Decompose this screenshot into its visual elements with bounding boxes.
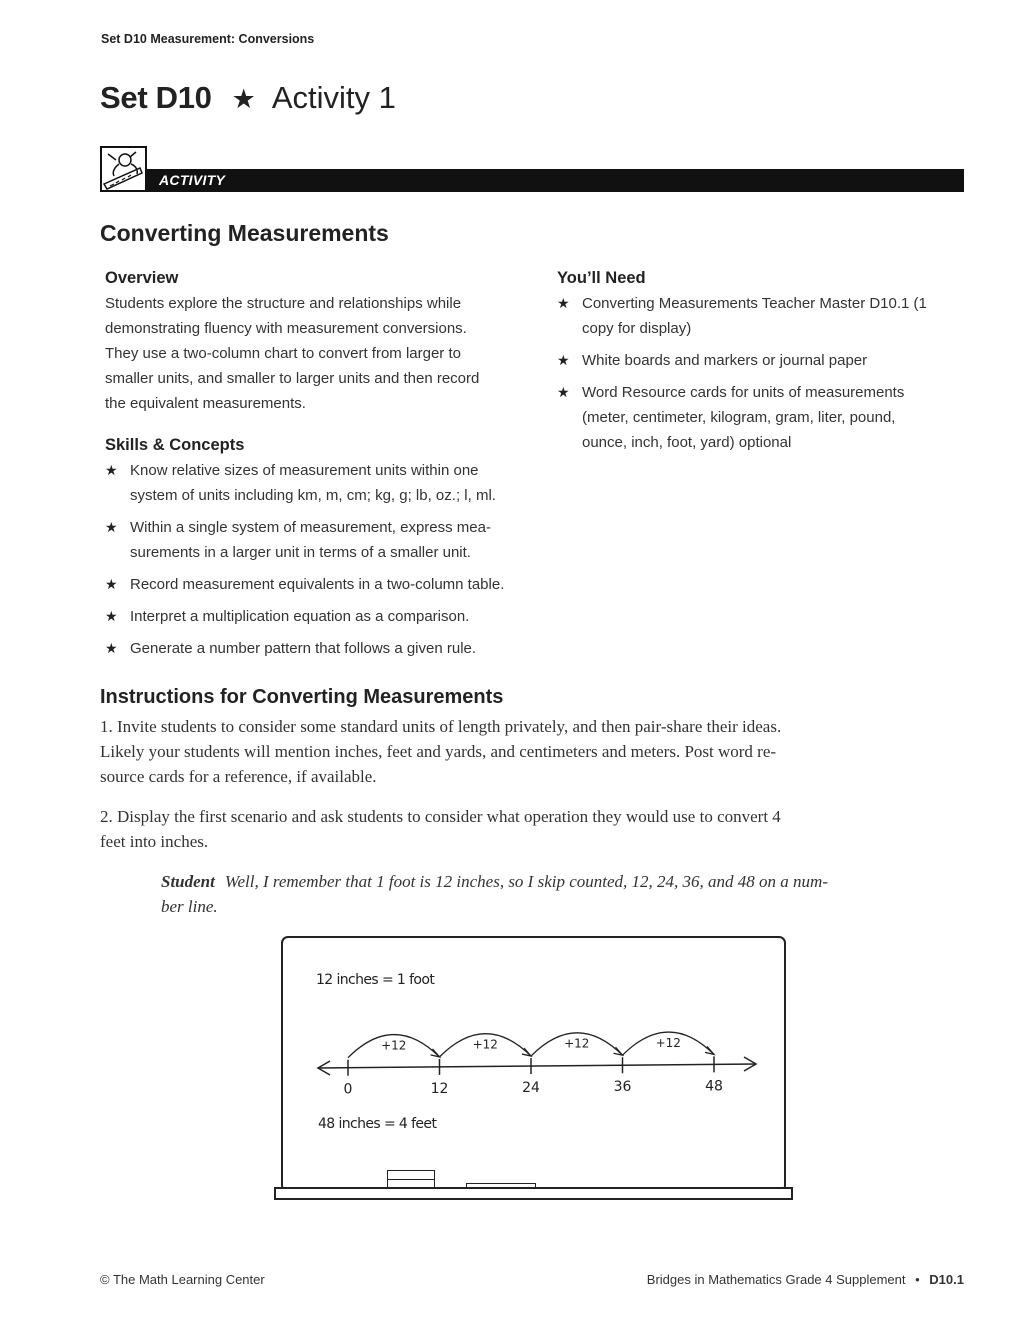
list-item [105, 636, 535, 661]
list-item-line: copy for display) [582, 320, 692, 337]
set-label: Set D10 [100, 80, 212, 115]
tick-label: 48 [705, 1078, 723, 1095]
list-item [557, 380, 977, 455]
step-line: 2. Display the first scenario and ask students to consider what operation they would use to convert 4 [100, 807, 781, 826]
jump-label: +12 [655, 1035, 681, 1050]
tick-label: 36 [613, 1079, 632, 1096]
overview-line: They use a two-column chart to convert from larger to [105, 345, 461, 362]
overview-line: Students explore the structure and relationships while [105, 295, 462, 312]
footer-page-number: D10.1 [929, 1272, 964, 1287]
star-bullet-icon: ★ [105, 608, 118, 624]
jump-label: +12 [564, 1036, 590, 1051]
skills-section [105, 436, 535, 668]
list-item-line: Interpret a multiplication equation as a comparison. [130, 608, 470, 625]
marker-icon [466, 1183, 536, 1188]
list-item [557, 348, 977, 373]
overview-line: the equivalent measurements. [105, 395, 306, 412]
instruction-step-1 [100, 714, 980, 789]
list-item [105, 515, 535, 565]
quote-speaker: Student [161, 872, 215, 891]
list-item-line: ounce, inch, foot, yard) optional [582, 434, 792, 451]
activity-clipart-icon [100, 146, 147, 192]
whiteboard-tray [274, 1187, 793, 1200]
number-line [300, 1020, 770, 1100]
jump-label: +12 [472, 1037, 498, 1052]
list-item [105, 458, 535, 508]
running-head: Set D10 Measurement: Conversions [101, 32, 315, 46]
star-icon: ★ [231, 84, 256, 114]
skills-list [105, 458, 535, 661]
eraser-icon [387, 1170, 435, 1188]
star-bullet-icon: ★ [105, 640, 118, 656]
list-item-line: Converting Measurements Teacher Master D10.1 (1 [582, 295, 927, 312]
star-bullet-icon: ★ [105, 576, 118, 592]
overview-text [105, 291, 525, 416]
instructions-heading: Instructions for Converting Measurements [100, 686, 504, 708]
overview-section [105, 269, 525, 416]
quote-text: Well, I remember that 1 foot is 12 inches, so I skip counted, 12, 24, 36, and 48 on a num- [224, 872, 828, 891]
list-item-line: White boards and markers or journal paper [582, 352, 868, 369]
set-title [100, 78, 396, 119]
list-item [105, 572, 535, 597]
list-item-line: Generate a number pattern that follows a given rule. [130, 640, 477, 657]
activity-label: Activity 1 [271, 80, 396, 115]
star-bullet-icon: ★ [105, 519, 118, 535]
page-title: Converting Measurements [100, 220, 389, 246]
tick-label: 12 [430, 1080, 449, 1097]
footer-copyright: © The Math Learning Center [100, 1272, 265, 1287]
star-bullet-icon: ★ [557, 352, 570, 368]
list-item-line: (meter, centimeter, kilogram, gram, liter, pound, [582, 409, 896, 426]
step-line: 1. Invite students to consider some standard units of length privately, and then pair-share their ideas. [100, 717, 782, 736]
list-item-line: Know relative sizes of measurement units within one [130, 462, 479, 479]
step-line: source cards for a reference, if available. [100, 767, 377, 786]
overview-line: demonstrating fluency with measurement conversions. [105, 320, 467, 337]
footer-separator: • [915, 1272, 920, 1287]
list-item [105, 604, 535, 629]
star-bullet-icon: ★ [557, 295, 570, 311]
star-bullet-icon: ★ [557, 384, 570, 400]
needs-section [557, 269, 977, 462]
overview-line: smaller units, and smaller to larger units and then record [105, 370, 480, 387]
whiteboard-bottom-note: 48 inches = 4 feet [318, 1116, 437, 1132]
list-item-line: surements in a larger unit in terms of a smaller unit. [130, 544, 471, 561]
jump-label: +12 [381, 1038, 407, 1053]
list-item-line: Within a single system of measurement, express mea- [130, 519, 491, 536]
footer-page-info [647, 1272, 964, 1287]
instruction-step-2 [100, 804, 980, 854]
needs-heading: You’ll Need [557, 269, 646, 287]
list-item-line: system of units including km, m, cm; kg, g; lb, oz.; l, ml. [130, 487, 496, 504]
list-item-line: Word Resource cards for units of measurements [582, 384, 905, 401]
tick-label: 0 [343, 1081, 353, 1098]
list-item-line: Record measurement equivalents in a two-column table. [130, 576, 505, 593]
needs-list [557, 291, 977, 455]
star-bullet-icon: ★ [105, 462, 118, 478]
number-line-axis [318, 1064, 756, 1068]
skills-heading: Skills & Concepts [105, 436, 245, 454]
tick-label: 24 [522, 1080, 540, 1097]
overview-heading: Overview [105, 269, 179, 287]
quote-line [161, 869, 981, 894]
quote-line: ber line. [161, 897, 218, 916]
list-item [557, 291, 977, 341]
step-line: feet into inches. [100, 832, 209, 851]
activity-banner-label: ACTIVITY [159, 172, 226, 188]
student-quote [161, 869, 981, 919]
step-line: Likely your students will mention inches, feet and yards, and centimeters and meters. Post word re- [100, 742, 777, 761]
activity-banner [147, 169, 964, 192]
whiteboard-top-note: 12 inches = 1 foot [316, 972, 435, 988]
footer-book-title: Bridges in Mathematics Grade 4 Supplement [646, 1272, 906, 1287]
